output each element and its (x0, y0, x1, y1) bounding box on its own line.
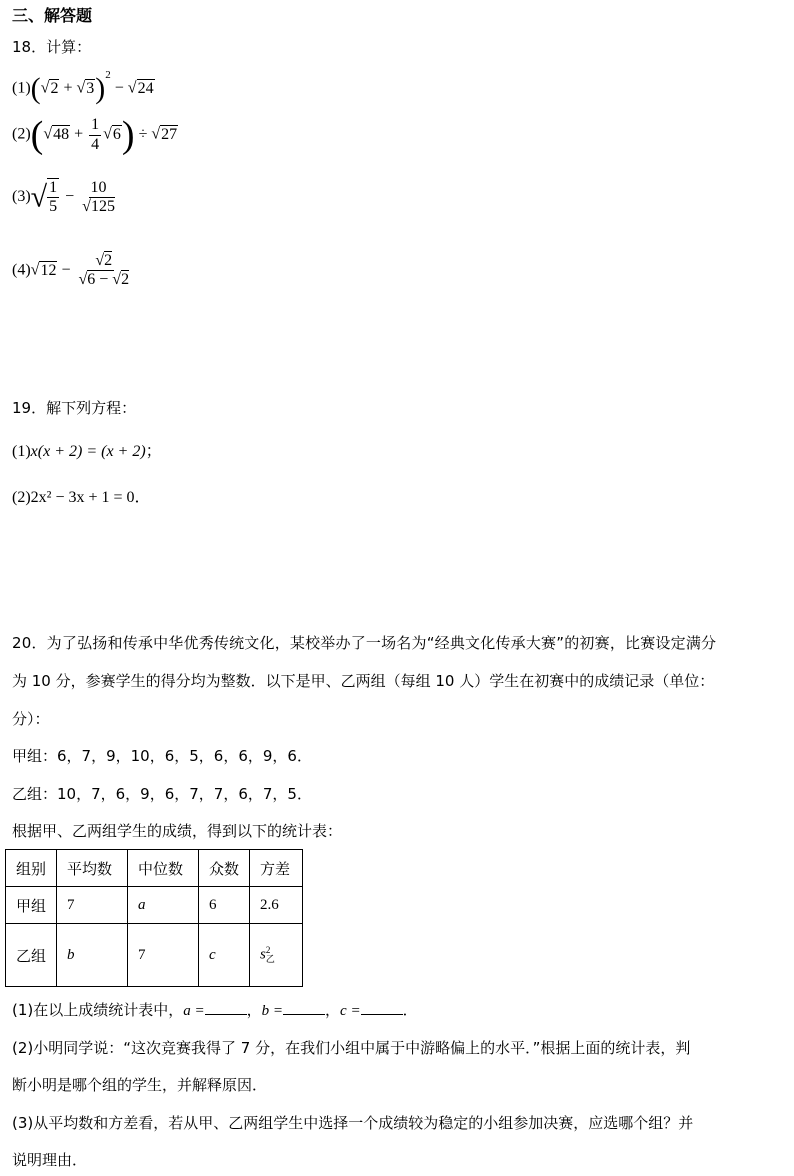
equation: 2x² − 3x + 1 = 0 (30, 489, 135, 506)
q20-sub2-line1: (2)小明同学说：“这次竞赛我得了 7 分，在我们小组中属于中游略偏上的水平．”根据上面的统计表，判 (12, 1039, 691, 1057)
q19-part1 (12, 438, 162, 461)
q18-part4: (4)√12 − $\frac{√2}{√6 - √2}$ (12, 252, 130, 289)
table-intro: 根据甲、乙两组学生的成绩，得到以下的统计表： (12, 822, 343, 840)
radicand: 48 (53, 125, 70, 143)
q20-sub3-line1: (3)从平均数和方差看，若从甲、乙两组学生中选择一个成绩较为稳定的小组参加决赛，应选哪个组？并 (12, 1114, 694, 1132)
fraction: $\frac{1}{4}$ (91, 116, 100, 153)
group-b-scores: 乙组：10，7，6，9，6，7，7，6，7，5． (12, 785, 312, 803)
fraction: $\frac{1}{5}$ (49, 179, 58, 216)
table-header: 众数 (199, 850, 250, 887)
table-cell: 7 (57, 887, 128, 924)
fraction: $\frac{√2}{√6 - √2}$ (78, 252, 130, 289)
stats-table (5, 849, 303, 987)
radicand: 24 (137, 79, 154, 97)
table-header: 中位数 (128, 850, 199, 887)
section-title: 三、解答题 (12, 6, 93, 25)
q18-part2: (2)(√48 + $\frac{1}{4}$ √6) ÷ √27 (12, 114, 178, 156)
table-header: 组别 (6, 850, 57, 887)
table-row (6, 924, 303, 987)
table-cell: c (199, 924, 250, 987)
table-header: 方差 (250, 850, 303, 887)
q20-line2: 为 10 分，参赛学生的得分均为整数．以下是甲、乙两组（每组 10 人）学生在初赛中的成绩记录（单位： (12, 672, 715, 690)
punct: ． (134, 489, 151, 506)
table-cell: 乙组 (6, 924, 57, 987)
part-label: (1) (12, 443, 31, 460)
blank-a[interactable] (205, 1000, 247, 1015)
radicand: 6 (112, 125, 121, 143)
table-header-row (6, 850, 303, 887)
punct: ； (145, 443, 162, 460)
radicand: 12 (40, 261, 57, 279)
fraction: $\frac{10}{√125}$ (82, 178, 115, 215)
part-label: (4) (12, 261, 31, 279)
exponent: 2 (105, 69, 111, 82)
q18-part3: (3)√ $\frac{1}{5}$ − $\frac{10}{√125}$ (12, 178, 115, 216)
q20-sub1: (1)在以上成绩统计表中，a = ，b = ，c = ． (12, 1001, 418, 1019)
q20-sub3-line2: 说明理由． (12, 1151, 88, 1169)
variance-cell: s 2 乙 (250, 924, 303, 987)
table-cell: b (57, 924, 128, 987)
table-row (6, 887, 303, 924)
equation: x(x + 2) = (x + 2) (30, 443, 146, 460)
q18-part1: $(1)(√2 + √3)^2 - √24$ (12, 69, 154, 105)
q19-part2 (12, 484, 151, 507)
table-cell: 6 (199, 887, 250, 924)
radicand: 2 (50, 79, 59, 97)
radicand: 3 (86, 79, 95, 97)
table-cell: 甲组 (6, 887, 57, 924)
radicand: 27 (161, 125, 178, 143)
q19-title: 19．解下列方程： (12, 399, 137, 417)
blank-c[interactable] (361, 1000, 403, 1015)
table-cell: 7 (128, 924, 199, 987)
table-cell: 2.6 (250, 887, 303, 924)
q20-sub2-line2: 断小明是哪个组的学生，并解释原因． (12, 1076, 268, 1094)
part-label: (1) (12, 79, 31, 97)
q20-line3: 分）： (12, 710, 50, 728)
part-label: (2) (12, 125, 31, 143)
table-header: 平均数 (57, 850, 128, 887)
table-cell: a (128, 887, 199, 924)
part-label: (2) (12, 489, 31, 506)
part-label: (3) (12, 188, 31, 206)
blank-b[interactable] (283, 1000, 325, 1015)
q18-title: 18．计算： (12, 38, 92, 56)
group-a-scores: 甲组：6，7，9，10，6，5，6，6，9，6． (12, 747, 312, 765)
q20-line1: 20．为了弘扬和传承中华优秀传统文化，某校举办了一场名为“经典文化传承大赛”的初赛，比赛设定满分 (12, 634, 717, 652)
